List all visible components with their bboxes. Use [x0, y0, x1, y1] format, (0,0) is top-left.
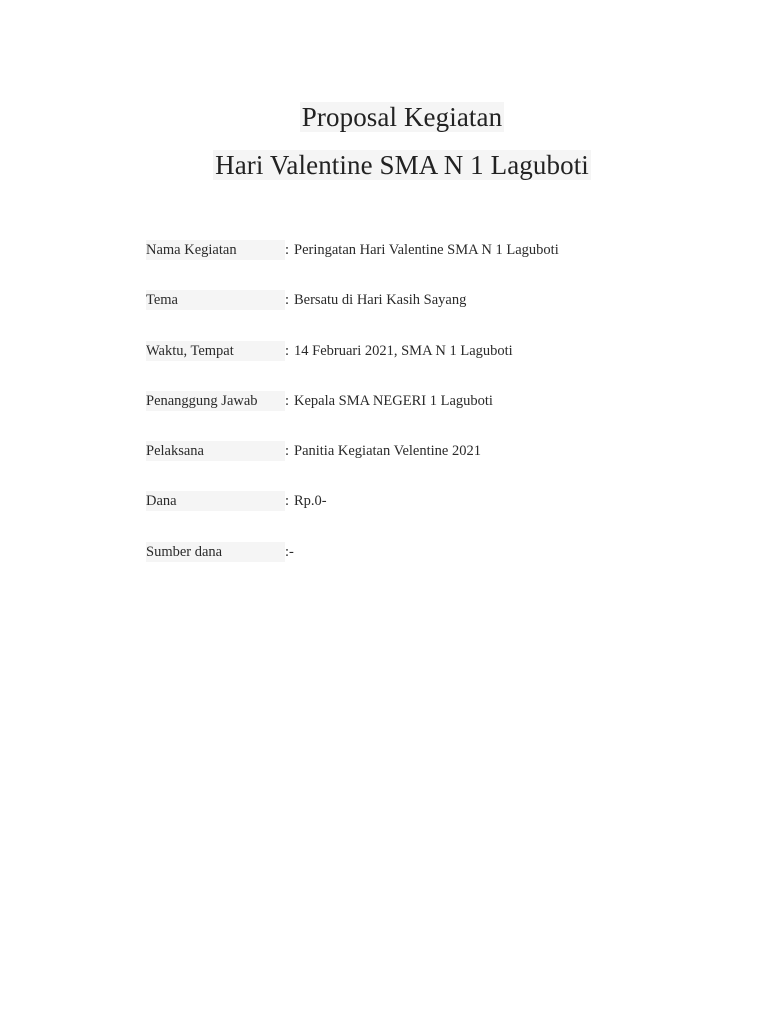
title-line-1: Proposal Kegiatan: [301, 102, 503, 132]
field-row-tema: [146, 290, 706, 340]
field-row-dana: [146, 491, 706, 541]
field-separator: :: [285, 292, 290, 309]
field-list: [146, 240, 706, 592]
field-separator: :: [285, 493, 290, 510]
field-value: Kepala SMA NEGERI 1 Laguboti: [294, 392, 493, 409]
field-label: Tema: [146, 290, 285, 310]
field-value: Rp.0-: [294, 493, 327, 510]
field-row-pelaksana: [146, 441, 706, 491]
field-separator: :: [285, 392, 290, 409]
field-label: Nama Kegiatan: [146, 240, 285, 260]
field-label: Waktu, Tempat: [146, 341, 285, 361]
title-line-2: Hari Valentine SMA N 1 Laguboti: [215, 150, 589, 180]
field-separator: :: [285, 242, 290, 258]
document-subtitle: [18, 149, 768, 181]
document-title: [18, 101, 768, 133]
field-row-waktu-tempat: [146, 341, 706, 391]
field-value: Bersatu di Hari Kasih Sayang: [294, 292, 467, 309]
field-separator: :: [285, 443, 290, 460]
field-row-nama-kegiatan: [146, 240, 706, 290]
field-row-sumber-dana: [146, 542, 706, 592]
field-label: Dana: [146, 491, 285, 511]
field-label: Sumber dana: [146, 542, 285, 562]
field-separator: :: [285, 342, 290, 359]
field-row-penanggung-jawab: [146, 391, 706, 441]
field-label: Pelaksana: [146, 441, 285, 461]
field-value: 14 Februari 2021, SMA N 1 Laguboti: [294, 342, 513, 359]
field-label: Penanggung Jawab: [146, 391, 285, 411]
field-value: Peringatan Hari Valentine SMA N 1 Laguboti: [294, 242, 559, 258]
field-value: Panitia Kegiatan Velentine 2021: [294, 443, 481, 460]
field-separator: :-: [285, 543, 294, 560]
